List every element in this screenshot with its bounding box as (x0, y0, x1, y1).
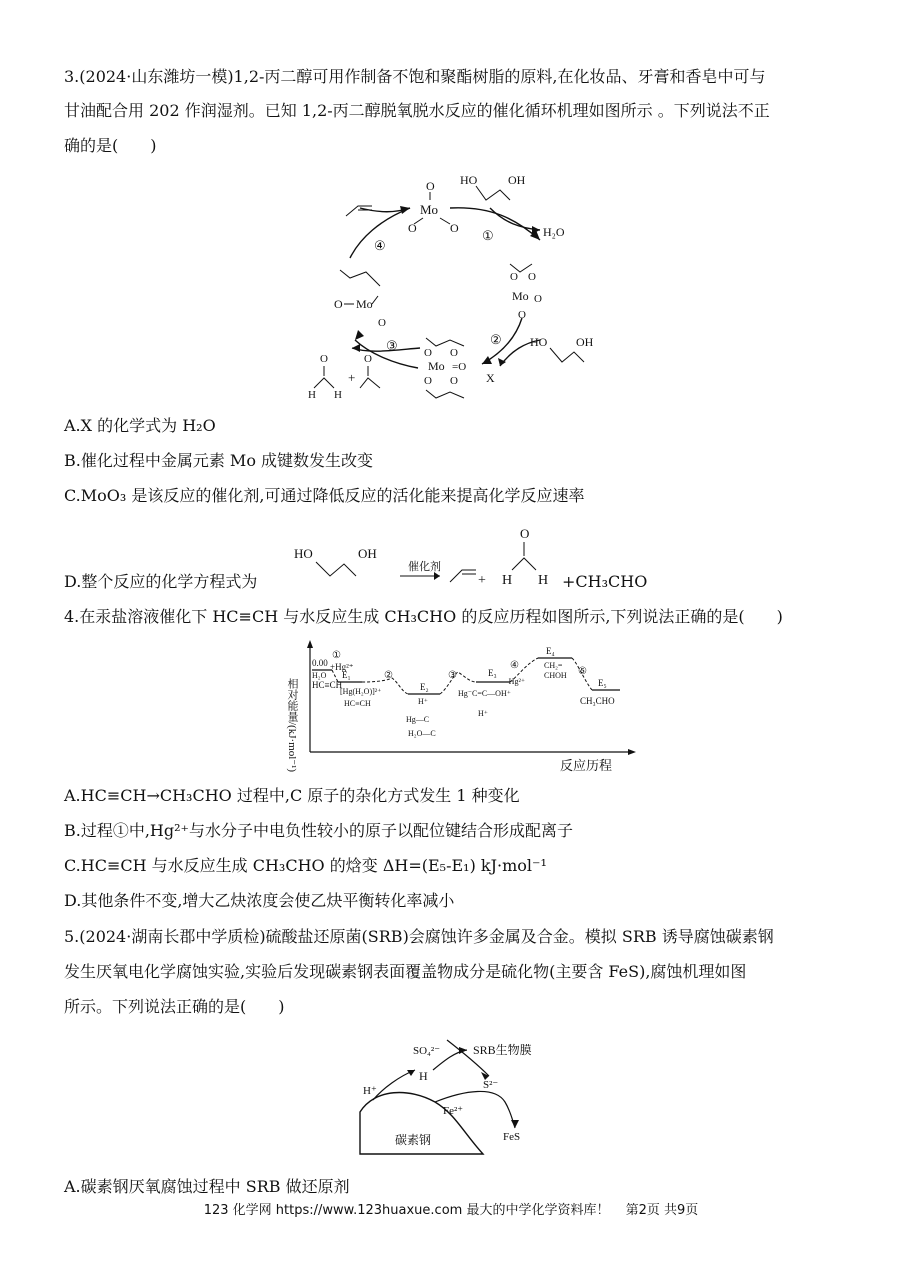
svg-text:Fe²⁺: Fe²⁺ (443, 1105, 464, 1117)
svg-text:E₂: E₂ (420, 682, 429, 692)
q3-step-3: ③ (386, 338, 398, 353)
svg-text:③: ③ (448, 670, 457, 681)
q4-option-b: B.过程①中,Hg²⁺与水分子中电负性较小的原子以配位键结合形成配离子 (64, 821, 573, 840)
q4-stem: 4.在汞盐溶液催化下 HC≡CH 与水反应生成 CH₃CHO 的反应历程如图所示,下列说法正确的是( ) (64, 607, 783, 626)
q3-step-1: ① (482, 228, 494, 243)
svg-text:Mo: Mo (428, 359, 445, 373)
svg-text:O: O (424, 375, 432, 387)
svg-text:Mo: Mo (512, 289, 529, 303)
x-axis-label: 反应历程 (560, 758, 613, 773)
q5-stem-line-3: 所示。下列说法正确的是( ) (64, 997, 285, 1016)
svg-text:OH: OH (508, 173, 526, 187)
q3-x-label: X (486, 371, 495, 385)
svg-text:④: ④ (510, 660, 519, 671)
svg-text:E₁: E₁ (342, 670, 351, 680)
svg-text:O: O (528, 271, 536, 283)
svg-text:OH: OH (576, 335, 594, 349)
svg-text:[Hg(H₂O)]²⁺: [Hg(H₂O)]²⁺ (340, 687, 382, 696)
footer-page-number: 第2页 共9页 (625, 1203, 699, 1218)
steel-label: 碳素钢 (395, 1133, 432, 1147)
svg-text:+Hg²⁺: +Hg²⁺ (330, 662, 354, 672)
svg-text:+: + (478, 573, 486, 588)
q5-stem-line-1: 5.(2024·湖南长郡中学质检)硫酸盐还原菌(SRB)会腐蚀许多金属及合金。模拟 SRB 诱导腐蚀碳素钢 (64, 927, 774, 946)
page-footer (0, 1199, 902, 1218)
svg-text:HO: HO (460, 173, 478, 187)
svg-text:H⁺: H⁺ (363, 1085, 377, 1097)
svg-text:H⁺: H⁺ (418, 697, 428, 706)
svg-text:O: O (424, 347, 432, 359)
svg-text:②: ② (384, 670, 393, 681)
q3-stem-line-2: 甘油配合用 202 作润湿剂。已知 1,2-丙二醇脱氧脱水反应的催化循环机理如图所示 。下列说法不正 (64, 101, 770, 120)
q3-option-a: A.X 的化学式为 H₂O (64, 416, 216, 435)
svg-text:S²⁻: S²⁻ (483, 1079, 499, 1091)
svg-text:Mo: Mo (420, 202, 439, 217)
svg-text:OH: OH (358, 546, 377, 561)
svg-text:O: O (334, 297, 343, 311)
svg-text:O: O (378, 317, 386, 329)
svg-text:O: O (426, 179, 435, 193)
svg-text:O: O (518, 309, 526, 321)
q5-option-a: A.碳素钢厌氧腐蚀过程中 SRB 做还原剂 (64, 1177, 350, 1196)
svg-text:CH₃CHO: CH₃CHO (580, 696, 615, 706)
svg-text:O: O (520, 526, 530, 541)
q4-option-c: C.HC≡CH 与水反应生成 CH₃CHO 的焓变 ΔH=(E₅-E₁) kJ·mol⁻¹ (64, 856, 547, 875)
svg-text:O: O (450, 375, 458, 387)
svg-text:Mo: Mo (356, 297, 373, 311)
footer-site[interactable]: 123 化学网 https://www.123huaxue.com 最大的中学化学资料库！ (203, 1203, 610, 1218)
svg-text:O: O (510, 271, 518, 283)
q3-option-d-prefix: D.整个反应的化学方程式为 (64, 572, 258, 591)
q3-option-b: B.催化过程中金属元素 Mo 成键数发生改变 (64, 451, 374, 470)
q5-corrosion-mechanism-diagram (355, 1032, 555, 1164)
svg-text:SO₄²⁻: SO₄²⁻ (413, 1045, 441, 1057)
svg-text:HO: HO (530, 335, 548, 349)
svg-text:O: O (320, 353, 328, 365)
svg-text:Hg⁻C=C—OH⁺: Hg⁻C=C—OH⁺ (458, 689, 511, 698)
svg-text:⑤: ⑤ (578, 666, 587, 677)
svg-text:=O: =O (452, 361, 467, 373)
svg-text:H₂O: H₂O (312, 671, 327, 680)
q3-option-c: C.MoO₃ 是该反应的催化剂,可通过降低反应的活化能来提高化学反应速率 (64, 486, 585, 505)
svg-text:H: H (538, 573, 549, 588)
q3-stem-line-3: 确的是( ) (64, 136, 157, 155)
svg-text:0.00: 0.00 (312, 658, 328, 668)
svg-text:+: + (348, 370, 356, 385)
svg-text:O: O (364, 353, 372, 365)
svg-text:HC≡CH: HC≡CH (344, 699, 371, 708)
svg-text:E₄: E₄ (546, 646, 555, 656)
svg-text:HO: HO (294, 546, 313, 561)
q4-energy-profile-chart (282, 638, 642, 776)
svg-text:CH₂=: CH₂= (544, 661, 563, 670)
svg-text:E₃: E₃ (488, 668, 497, 678)
svg-text:H: H (334, 389, 342, 401)
svg-text:CHOH: CHOH (544, 671, 567, 680)
q3-option-d-tail: +CH₃CHO (562, 572, 648, 591)
svg-text:HC≡CH: HC≡CH (312, 680, 343, 690)
q4-option-d: D.其他条件不变,增大乙炔浓度会使乙炔平衡转化率减小 (64, 891, 455, 910)
q4-option-a: A.HC≡CH→CH₃CHO 过程中,C 原子的杂化方式发生 1 种变化 (64, 786, 520, 805)
svg-text:H⁺: H⁺ (478, 709, 488, 718)
svg-text:①: ① (332, 650, 341, 661)
svg-text:O: O (534, 293, 542, 305)
svg-text:O: O (450, 347, 458, 359)
svg-text:FeS: FeS (503, 1131, 521, 1143)
q3-step-4: ④ (374, 238, 386, 253)
svg-text:O: O (450, 221, 459, 235)
svg-text:O: O (408, 221, 417, 235)
q5-stem-line-2: 发生厌氧电化学腐蚀实验,实验后发现碳素钢表面覆盖物成分是硫化物(主要含 FeS),腐蚀机理如图 (64, 962, 747, 981)
svg-text:H: H (502, 573, 513, 588)
y-axis-label: 相对能量/(kJ·mol⁻¹) (286, 678, 298, 773)
q3-h2o-label: H₂O (543, 225, 565, 239)
svg-text:H: H (308, 389, 316, 401)
svg-text:Hg—C: Hg—C (406, 715, 430, 724)
svg-text:E₅: E₅ (598, 678, 607, 688)
q3-stem-line-1: 3.(2024·山东潍坊一模)1,2-丙二醇可用作制备不饱和聚酯树脂的原料,在化妆品、牙膏和香皂中可与 (64, 67, 766, 86)
srb-label: SRB生物膜 (473, 1043, 532, 1057)
q3-step-2: ② (490, 332, 502, 347)
svg-text:-Hg²⁺: -Hg²⁺ (506, 677, 526, 686)
catalyst-label: 催化剂 (408, 561, 441, 573)
q3-catalytic-cycle-diagram (300, 168, 620, 408)
svg-text:H: H (419, 1069, 428, 1083)
svg-text:H₂O—C: H₂O—C (408, 729, 436, 738)
